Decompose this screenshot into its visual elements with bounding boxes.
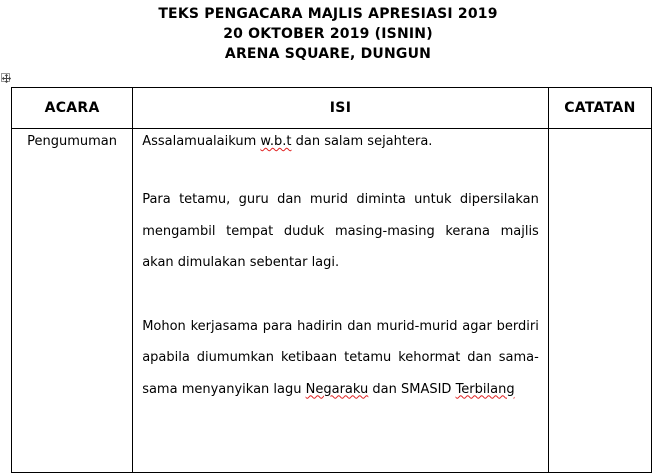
anthem-text: Mohon kerjasama para hadirin dan murid-murid agar berdiri apabila diumumkan ketibaan tetamu kehormat dan sama-sama menyanyikan lagu <box>142 318 539 397</box>
spellcheck-marked-word: w.b.t <box>260 134 292 149</box>
anthem-paragraph <box>142 311 539 406</box>
four-way-arrow-icon <box>2 74 11 83</box>
isi-cell[interactable] <box>133 129 549 473</box>
greeting-paragraph <box>142 132 539 152</box>
header-title: TEKS PENGACARA MAJLIS APRESIASI 2019 <box>158 6 498 22</box>
greeting-text-end: dan salam sejahtera. <box>291 134 433 149</box>
document-header <box>0 4 656 64</box>
header-date: 20 OKTOBER 2019 (ISNIN) <box>223 26 433 42</box>
spellcheck-marked-word: Negaraku <box>305 381 369 397</box>
greeting-text: Assalamualaikum <box>142 134 261 149</box>
column-header-catatan: CATATAN <box>548 88 651 129</box>
column-header-acara: ACARA <box>12 88 133 129</box>
program-table <box>11 87 652 473</box>
spellcheck-marked-word: Terbilang <box>455 381 515 397</box>
catatan-cell[interactable] <box>548 129 651 473</box>
column-header-isi: ISI <box>133 88 549 129</box>
header-venue: ARENA SQUARE, DUNGUN <box>224 46 432 62</box>
table-header-row <box>12 88 652 129</box>
seating-paragraph: Para tetamu, guru dan murid diminta untuk dipersilakan mengambil tempat duduk masing-masing kerana majlis akan dimulakan sebentar lagi. <box>142 192 539 270</box>
acara-cell[interactable]: Pengumuman <box>12 129 133 473</box>
anthem-text-mid: dan SMASID <box>368 381 456 397</box>
table-row <box>12 129 652 473</box>
table-move-handle[interactable] <box>1 73 10 82</box>
